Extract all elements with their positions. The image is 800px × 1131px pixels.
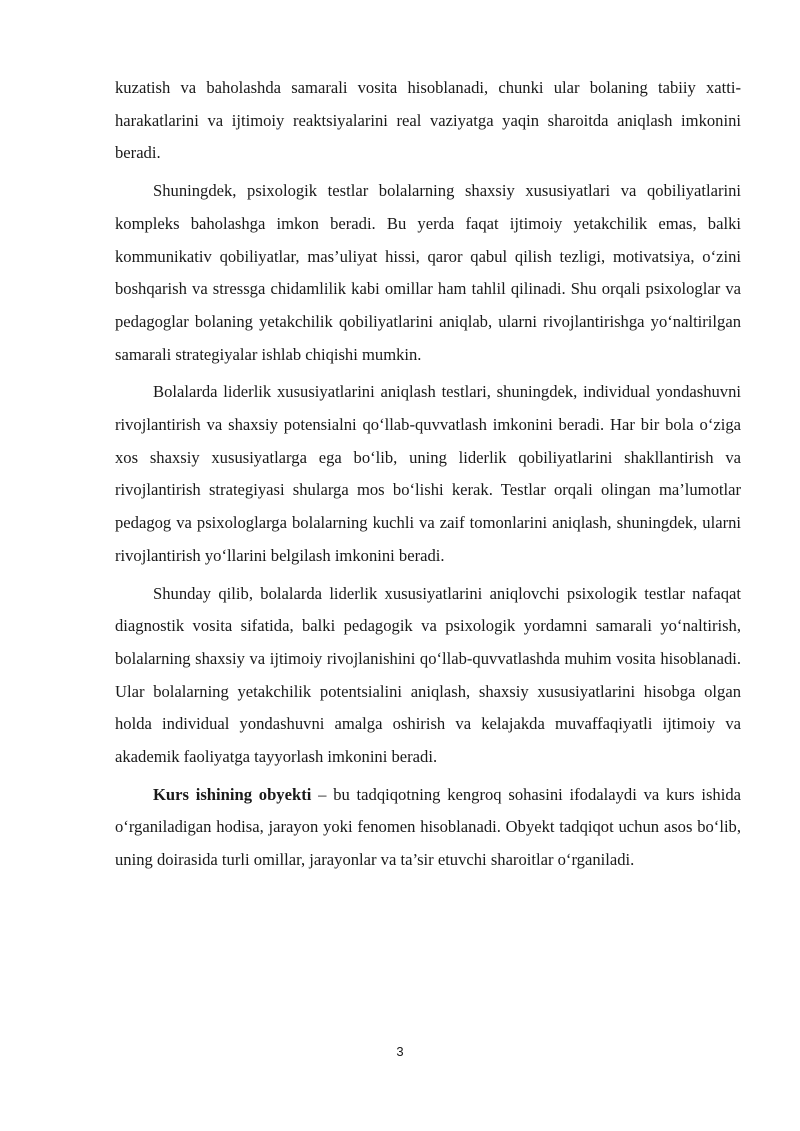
body-text xyxy=(115,72,741,882)
paragraph-course-object xyxy=(115,779,741,877)
course-object-definition: – bu tadqiqotning kengroq sohasini ifodalaydi va kurs ishida oʻrganiladigan hodisa, jarayon yoki fenomen hisoblanadi. Obyekt tadqiqot uchun asos boʻlib, uning doirasida turli omillar, jarayonlar va ta’sir etuvchi sharoitlar oʻrganiladi. xyxy=(115,784,741,870)
page-number: 3 xyxy=(396,1044,404,1059)
paragraph-conclusion: Shunday qilib, bolalarda liderlik xususiyatlarini aniqlovchi psixologik testlar nafaqat diagnostik vosita sifatida, balki pedagogik va psixologik yordamni samarali yoʻnaltirish, bolalarning shaxsiy va ijtimoiy rivojlanishini qoʻllab-quvvatlashda muhim vosita hisoblanadi. Ular bolalarning yetakchilik potentsialini aniqlash, shaxsiy xususiyatlarini hisobga olgan holda individual yondashuvni amalga oshirish va kelajakda muvaffaqiyatli ijtimoiy va akademik faoliyatga tayyorlash imkonini beradi. xyxy=(115,583,741,767)
paragraph-continuation: kuzatish va baholashda samarali vosita hisoblanadi, chunki ular bolaning tabiiy xatti-harakatlarini va ijtimoiy reaktsiyalarini real vaziyatga yaqin sharoitda aniqlash imkonini beradi. xyxy=(115,78,741,163)
paragraph-psychological-tests: Shuningdek, psixologik testlar bolalarning shaxsiy xususiyatlari va qobiliyatlarini kompleks baholashga imkon beradi. Bu yerda faqat ijtimoiy yetakchilik emas, balki kommunikativ qobiliyatlar, mas’uliyat hissi, qaror qabul qilish tezligi, motivatsiya, oʻzini boshqarish va stressga chidamlilik kabi omillar ham tahlil qilinadi. Shu orqali psixologlar va pedagoglar bolaning yetakchilik qobiliyatlarini aniqlab, ularni rivojlantirishga yoʻnaltirilgan samarali strategiyalar ishlab chiqishi mumkin. xyxy=(115,181,741,364)
course-object-term: Kurs ishining obyekti xyxy=(153,784,312,804)
paragraph-leadership-tests: Bolalarda liderlik xususiyatlarini aniqlash testlari, shuningdek, individual yondashuvni rivojlantirish va shaxsiy potensialni qoʻllab-quvvatlash imkonini beradi. Har bir bola oʻziga xos shaxsiy xususiyatlarga ega boʻlib, uning liderlik qobiliyatlarini shakllantirish va rivojlantirish strategiyasi shularga mos boʻlishi kerak. Testlar orqali olingan ma’lumotlar pedagog va psixologlarga bolalarning kuchli va zaif tomonlarini aniqlash, shuningdek, ularni rivojlantirish yoʻllarini belgilash imkonini beradi. xyxy=(115,382,741,565)
